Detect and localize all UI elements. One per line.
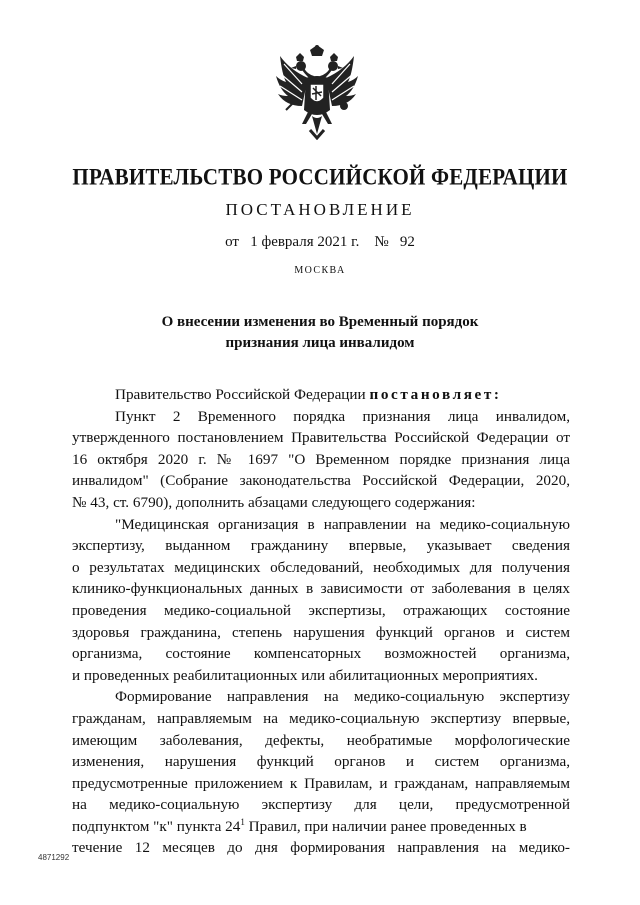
text-line: имеющим заболевания, дефекты, необратимые морфологические xyxy=(72,731,570,749)
text-line: инвалидом" (Собрание законодательства Российской Федерации, 2020, xyxy=(72,472,570,490)
enacting-verb: постановляет: xyxy=(369,386,502,403)
text-line: и проведенных реабилитационных или абилитационных мероприятиях. xyxy=(72,666,538,684)
enacting-subject: Правительство Российской Федерации xyxy=(115,386,366,403)
text-fragment: Правил, при наличии ранее проведенных в xyxy=(244,817,527,835)
text-fragment: подпунктом "к" пункта 24 xyxy=(72,817,241,835)
document-number: 92 xyxy=(399,234,415,250)
text-line: № 43, ст. 6790), дополнить абзацами следующего содержания: xyxy=(72,493,476,511)
text-line: на медико-социальную экспертизу для цели, предусмотренной xyxy=(72,796,570,814)
text-line: Формирование направления на медико-социальную экспертизу xyxy=(115,688,570,706)
text-line: Пункт 2 Временного порядка признания лица инвалидом, xyxy=(115,407,570,425)
document-body xyxy=(72,384,570,859)
text-line: гражданам, направляемым на медико-социальную экспертизу впервые, xyxy=(72,709,570,727)
text-line: течение 12 месяцев до дня формирования направления на медико- xyxy=(72,839,570,857)
date-prefix: от xyxy=(225,234,239,250)
text-line: организма, состояние компенсаторных возможностей организма, xyxy=(72,645,570,663)
title-line: признания лица инвалидом xyxy=(225,335,415,351)
russian-coat-of-arms-icon xyxy=(272,44,362,140)
number-sign: № xyxy=(374,234,389,250)
text-line: предусмотренные приложением к Правилам, и гражданам, направляемым xyxy=(72,774,570,792)
text-line: клинико-функциональных данных в зависимости от заболевания в целях xyxy=(72,580,570,598)
text-line: проведения медико-социальной экспертизы, отражающих состояние xyxy=(72,601,570,619)
text-line: утвержденного постановлением Правительства Российской Федерации от xyxy=(72,429,570,447)
government-name: ПРАВИТЕЛЬСТВО РОССИЙСКОЙ ФЕДЕРАЦИИ xyxy=(72,163,568,190)
text-line: экспертизу, выданном гражданину впервые, указывает сведения xyxy=(72,537,570,555)
text-line: о результатах медицинских обследований, необходимых для получения xyxy=(72,558,570,576)
text-line: здоровья гражданина, степень нарушения функций органов и систем xyxy=(72,623,570,641)
document-title xyxy=(0,312,640,354)
text-line: "Медицинская организация в направлении на медико-социальную xyxy=(115,515,570,533)
text-line xyxy=(72,816,570,838)
title-line: О внесении изменения во Временный порядок xyxy=(161,314,479,330)
document-id: 4871292 xyxy=(38,853,70,862)
text-line: 16 октября 2020 г. № 1697 "О Временном порядке признания лица xyxy=(72,450,570,468)
text-line: изменения, нарушения функций органов и систем организма, xyxy=(72,753,570,771)
document-date: 1 февраля 2021 г. xyxy=(250,234,360,250)
superscript: 1 xyxy=(240,816,245,827)
date-number-line xyxy=(0,234,640,251)
enacting-clause xyxy=(72,384,570,406)
city: МОСКВА xyxy=(294,265,346,276)
document-type: ПОСТАНОВЛЕНИЕ xyxy=(225,200,415,219)
